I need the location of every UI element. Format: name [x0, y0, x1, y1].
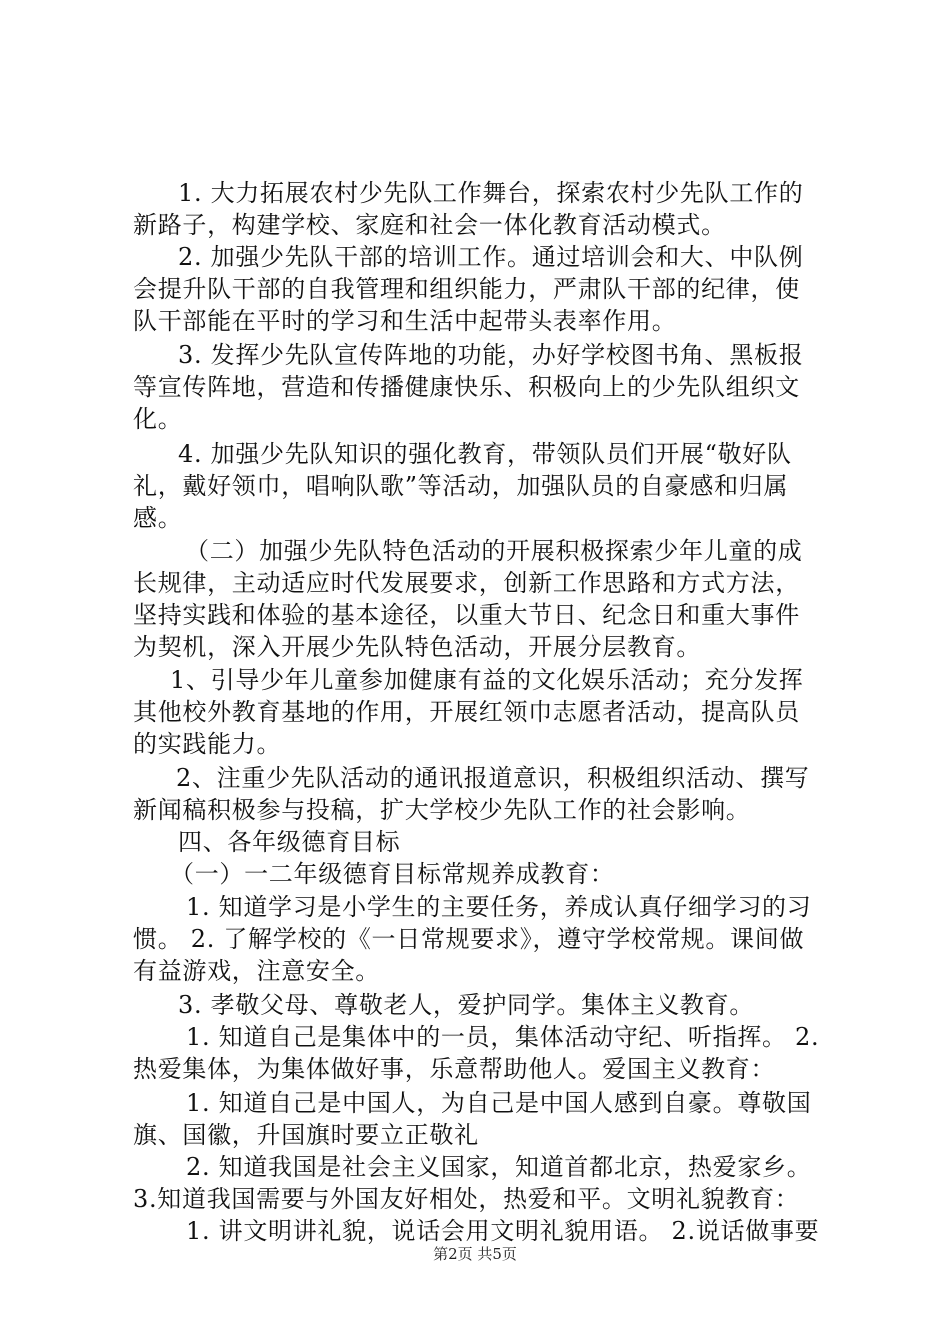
- paragraph-line: 为契机，深入开展少先队特色活动，开展分层教育。: [133, 633, 702, 661]
- paragraph-line: 礼，戴好领巾，唱响队歌”等活动，加强队员的自豪感和归属: [133, 472, 789, 500]
- paragraph-line: 3. 发挥少先队宣传阵地的功能，办好学校图书角、黑板报: [178, 341, 804, 369]
- paragraph-line: 1. 讲文明讲礼貌，说话会用文明礼貌用语。 2.说话做事要: [186, 1217, 820, 1245]
- paragraph-line: 1. 知道学习是小学生的主要任务，养成认真仔细学习的习: [186, 893, 812, 921]
- paragraph-line: 3. 孝敬父母、尊敬老人，爱护同学。集体主义教育。: [178, 991, 755, 1019]
- section-heading: 四、各年级德育目标: [178, 828, 401, 856]
- paragraph-line: 1. 大力拓展农村少先队工作舞台，探索农村少先队工作的: [178, 179, 804, 207]
- paragraph-line: 4. 加强少先队知识的强化教育，带领队员们开展“敬好队: [178, 440, 792, 468]
- paragraph-line: 1、引导少年儿童参加健康有益的文化娱乐活动；充分发挥: [170, 666, 804, 694]
- paragraph-line: 感。: [133, 504, 183, 532]
- paragraph-line: 2. 加强少先队干部的培训工作。通过培训会和大、中队例: [178, 243, 804, 271]
- paragraph-line: 的实践能力。: [133, 730, 282, 758]
- paragraph-line: 1. 知道自己是中国人，为自己是中国人感到自豪。尊敬国: [186, 1089, 812, 1117]
- paragraph-line: 长规律，主动适应时代发展要求，创新工作思路和方式方法，: [133, 569, 800, 597]
- paragraph-line: 化。: [133, 405, 183, 433]
- paragraph-line: 新路子，构建学校、家庭和社会一体化教育活动模式。: [133, 211, 726, 239]
- paragraph-line: 旗、国徽，升国旗时要立正敬礼: [133, 1121, 479, 1149]
- paragraph-line: 坚持实践和体验的基本途径，以重大节日、纪念日和重大事件: [133, 601, 800, 629]
- paragraph-line: 热爱集体，为集体做好事，乐意帮助他人。爱国主义教育：: [133, 1055, 776, 1083]
- subsection-heading: （一）一二年级德育目标常规养成教育：: [170, 860, 615, 888]
- paragraph-line: 队干部能在平时的学习和生活中起带头表率作用。: [133, 307, 677, 335]
- paragraph-line: 1. 知道自己是集体中的一员，集体活动守纪、听指挥。 2.: [186, 1023, 820, 1051]
- paragraph-line: 等宣传阵地，营造和传播健康快乐、积极向上的少先队组织文: [133, 373, 800, 401]
- paragraph-line: （二）加强少先队特色活动的开展积极探索少年儿童的成: [185, 537, 803, 565]
- paragraph-line: 惯。 2. 了解学校的《一日常规要求》，遵守学校常规。课间做: [133, 925, 805, 953]
- paragraph-line: 其他校外教育基地的作用，开展红领巾志愿者活动，提高队员: [133, 698, 800, 726]
- page-footer: 第2页 共5页: [433, 1245, 517, 1263]
- paragraph-line: 新闻稿积极参与投稿，扩大学校少先队工作的社会影响。: [133, 796, 751, 824]
- paragraph-line: 有益游戏，注意安全。: [133, 957, 380, 985]
- paragraph-line: 3.知道我国需要与外国友好相处，热爱和平。文明礼貌教育：: [133, 1185, 800, 1213]
- paragraph-line: 2. 知道我国是社会主义国家，知道首都北京，热爱家乡。: [186, 1153, 812, 1181]
- paragraph-line: 2、注重少先队活动的通讯报道意识，积极组织活动、撰写: [176, 764, 810, 792]
- paragraph-line: 会提升队干部的自我管理和组织能力，严肃队干部的纪律，使: [133, 275, 800, 303]
